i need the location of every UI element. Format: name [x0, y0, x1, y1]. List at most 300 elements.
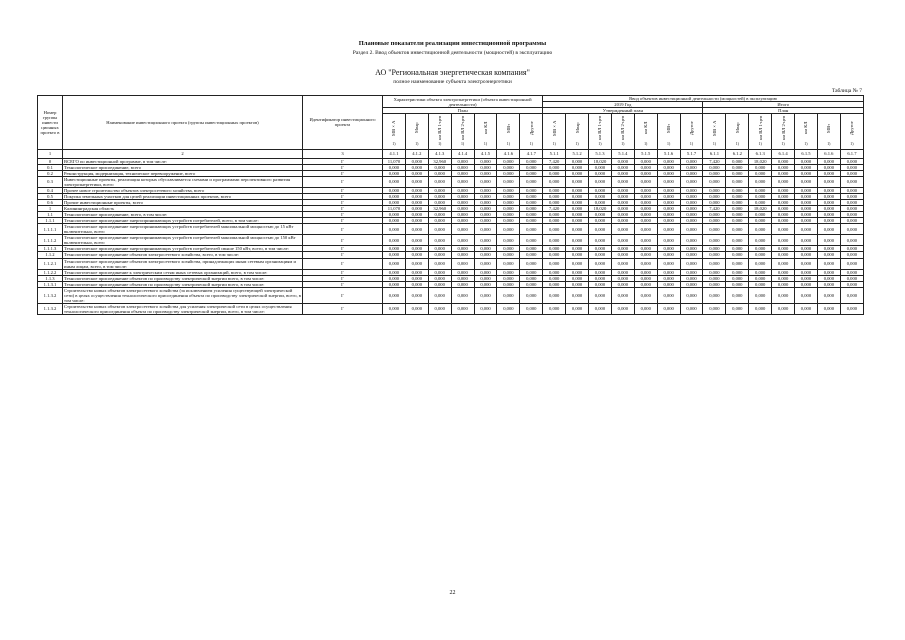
- investment-table: [37, 95, 864, 315]
- row-value: 0,000: [749, 281, 772, 287]
- row-value: 0,000: [383, 275, 406, 281]
- row-value: 0,000: [680, 158, 703, 164]
- row-value: 0,000: [405, 164, 428, 170]
- row-value: 0,000: [383, 281, 406, 287]
- column-number: 4.1.6: [497, 149, 520, 158]
- row-value: 0,000: [817, 200, 840, 206]
- row-value: 0,000: [611, 200, 634, 206]
- row-id: Г: [303, 187, 383, 193]
- row-value: 0,000: [520, 170, 543, 176]
- row-value: 0,000: [840, 200, 863, 206]
- row-value: 0,000: [657, 218, 680, 224]
- header-plan: План: [383, 108, 543, 114]
- row-value: 0,000: [817, 212, 840, 218]
- row-value: 0,000: [543, 194, 566, 200]
- row-value: 0,000: [749, 235, 772, 246]
- row-value: 0,000: [749, 187, 772, 193]
- row-value: 0,000: [703, 275, 726, 281]
- row-value: 0,000: [497, 275, 520, 281]
- row-value: 0,000: [634, 206, 657, 212]
- row-number: 0.6: [38, 200, 63, 206]
- row-value: 0,000: [817, 194, 840, 200]
- row-value: 0,000: [383, 252, 406, 258]
- row-value: 0,000: [795, 269, 818, 275]
- row-value: 0,000: [428, 258, 451, 269]
- row-value: 7,420: [543, 206, 566, 212]
- column-number: 6.1.6: [817, 149, 840, 158]
- row-value: 0,000: [566, 281, 589, 287]
- unit-label: МВт: [505, 123, 511, 133]
- row-value: 0,000: [749, 200, 772, 206]
- row-value: 0,000: [634, 281, 657, 287]
- row-value: 0,000: [749, 218, 772, 224]
- row-value: 0,000: [772, 258, 795, 269]
- row-value: 0,000: [795, 275, 818, 281]
- row-value: 0,000: [680, 281, 703, 287]
- row-number: 1.1.3: [38, 275, 63, 281]
- row-value: 0,000: [405, 206, 428, 212]
- row-value: 0,000: [543, 164, 566, 170]
- row-value: 0,000: [657, 303, 680, 314]
- row-value: 0,000: [566, 200, 589, 206]
- row-value: 0,000: [703, 252, 726, 258]
- row-value: 0,000: [383, 224, 406, 235]
- row-value: 0,000: [657, 246, 680, 252]
- row-value: 0,000: [657, 287, 680, 303]
- row-value: 0,000: [840, 194, 863, 200]
- row-value: 0,000: [749, 194, 772, 200]
- row-value: 0,000: [657, 252, 680, 258]
- column-number: 4.1.3: [428, 149, 451, 158]
- unit-header: [817, 114, 840, 150]
- row-value: 0,000: [726, 158, 749, 164]
- row-value: 0,000: [566, 269, 589, 275]
- table-row: [38, 258, 864, 269]
- row-value: 0,000: [474, 218, 497, 224]
- row-name: Технологическое присоединение объектов по производству электрической энергии всего, в том числе:: [63, 275, 303, 281]
- row-value: 0,000: [383, 176, 406, 187]
- row-value: 0,000: [383, 170, 406, 176]
- row-value: 0,000: [474, 206, 497, 212]
- row-number: 1.1.2.1: [38, 258, 63, 269]
- unit-label: км ВЛ 1-цеп: [597, 116, 603, 141]
- row-value: 0,000: [840, 303, 863, 314]
- row-value: 0,000: [520, 258, 543, 269]
- row-value: 0,000: [566, 235, 589, 246]
- row-value: 32,960: [428, 158, 451, 164]
- row-value: 0,000: [611, 164, 634, 170]
- unit-header: [497, 114, 520, 150]
- table-row: [38, 235, 864, 246]
- row-value: 0,000: [772, 303, 795, 314]
- row-value: 0,000: [772, 275, 795, 281]
- row-value: 0,000: [566, 176, 589, 187]
- row-value: 0,000: [749, 170, 772, 176]
- row-number: 1.1.2: [38, 252, 63, 258]
- row-value: 0,000: [451, 170, 474, 176]
- row-value: 0,000: [657, 275, 680, 281]
- row-value: 0,000: [428, 218, 451, 224]
- row-value: 0,000: [497, 170, 520, 176]
- row-value: 0,000: [795, 164, 818, 170]
- row-value: 0,000: [680, 269, 703, 275]
- row-value: 0,000: [474, 158, 497, 164]
- row-value: 0,000: [543, 176, 566, 187]
- row-number: 1.1.1.1: [38, 224, 63, 235]
- unit-header: [611, 114, 634, 150]
- row-value: 0,000: [657, 176, 680, 187]
- row-value: 0,000: [680, 224, 703, 235]
- row-value: 0,000: [726, 218, 749, 224]
- row-value: 0,000: [428, 176, 451, 187]
- row-value: 0,000: [451, 218, 474, 224]
- row-value: 0,000: [383, 287, 406, 303]
- row-value: 0,000: [817, 275, 840, 281]
- row-id: Г: [303, 269, 383, 275]
- row-value: 0,000: [657, 194, 680, 200]
- row-value: 0,000: [451, 252, 474, 258]
- row-value: 18,020: [589, 158, 612, 164]
- row-value: 0,000: [428, 235, 451, 246]
- row-value: 0,000: [680, 212, 703, 218]
- row-value: 7,420: [543, 158, 566, 164]
- row-value: 0,000: [474, 269, 497, 275]
- row-value: 0,000: [566, 194, 589, 200]
- column-number: 5.1.3: [589, 149, 612, 158]
- document-subtitle: Раздел 2. Ввод объектов инвестиционной деятельности (мощностей) в эксплуатацию: [352, 50, 553, 56]
- unit-note: 1): [735, 142, 739, 147]
- row-id: Г: [303, 176, 383, 187]
- row-value: 0,000: [840, 164, 863, 170]
- row-value: 0,000: [451, 158, 474, 164]
- row-value: 0,000: [795, 224, 818, 235]
- row-value: 0,000: [703, 269, 726, 275]
- row-value: 0,000: [634, 194, 657, 200]
- unit-note: 1): [552, 142, 556, 147]
- row-value: 0,000: [817, 206, 840, 212]
- header-project-id: Идентификатор инвестиционного проекта: [303, 96, 383, 150]
- row-value: 0,000: [543, 218, 566, 224]
- row-value: 0,000: [589, 287, 612, 303]
- row-value: 0,000: [474, 275, 497, 281]
- row-value: 0,000: [611, 246, 634, 252]
- row-value: 0,000: [772, 176, 795, 187]
- row-value: 0,000: [726, 200, 749, 206]
- row-value: 0,000: [680, 235, 703, 246]
- row-value: 0,000: [817, 218, 840, 224]
- row-value: 0,000: [634, 287, 657, 303]
- row-value: 0,000: [772, 164, 795, 170]
- row-value: 0,000: [703, 194, 726, 200]
- row-value: 0,000: [726, 287, 749, 303]
- row-number: 1.1.1.2: [38, 235, 63, 246]
- row-value: 0,000: [703, 246, 726, 252]
- row-value: 0,000: [497, 235, 520, 246]
- row-value: 18,020: [749, 158, 772, 164]
- row-value: 0,000: [680, 176, 703, 187]
- row-value: 0,000: [497, 164, 520, 170]
- table-row: [38, 287, 864, 303]
- header-group-no: Номер группы инвести ционных проекто в: [38, 96, 63, 150]
- row-value: 0,000: [772, 235, 795, 246]
- row-value: 0,000: [611, 194, 634, 200]
- row-value: 0,000: [749, 224, 772, 235]
- row-value: 0,000: [772, 187, 795, 193]
- row-value: 0,000: [726, 252, 749, 258]
- unit-header: [566, 114, 589, 150]
- row-value: 0,000: [840, 206, 863, 212]
- unit-note: 1): [392, 142, 396, 147]
- row-value: 0,000: [589, 275, 612, 281]
- unit-note: 1): [850, 142, 854, 147]
- row-value: 0,000: [405, 235, 428, 246]
- column-number: 6.1.7: [840, 149, 863, 158]
- row-value: 0,000: [520, 164, 543, 170]
- row-id: Г: [303, 164, 383, 170]
- row-value: 0,000: [611, 275, 634, 281]
- row-value: 0,000: [749, 269, 772, 275]
- row-name: Технологическое присоединение энергопринимающих устройств потребителей свыше 150 кВт, всего, в том числе:: [63, 246, 303, 252]
- row-value: 0,000: [680, 246, 703, 252]
- row-value: 0,000: [726, 206, 749, 212]
- row-value: 0,000: [566, 218, 589, 224]
- row-name: Технологическое присоединение энергопринимающих устройств потребителей, всего, в том числе:: [63, 218, 303, 224]
- row-value: 0,000: [589, 218, 612, 224]
- row-value: 0,000: [405, 170, 428, 176]
- row-value: 0,000: [726, 275, 749, 281]
- row-value: 0,000: [817, 164, 840, 170]
- row-value: 0,000: [566, 164, 589, 170]
- column-number: 6.1.4: [772, 149, 795, 158]
- row-value: 0,000: [543, 187, 566, 193]
- row-value: 0,000: [611, 235, 634, 246]
- row-name: Технологическое присоединение энергопринимающих устройств потребителей максимальной мощностью до 150 кВт включительно, всего: [63, 235, 303, 246]
- row-value: 0,000: [611, 158, 634, 164]
- row-value: 0,000: [772, 158, 795, 164]
- row-value: 0,000: [589, 200, 612, 206]
- row-value: 0,000: [680, 170, 703, 176]
- row-value: 0,000: [497, 224, 520, 235]
- row-value: 0,000: [497, 206, 520, 212]
- row-id: Г: [303, 206, 383, 212]
- column-number: 5.1.2: [566, 149, 589, 158]
- row-value: 0,000: [451, 275, 474, 281]
- row-value: 0,000: [611, 224, 634, 235]
- row-value: 0,000: [566, 246, 589, 252]
- row-name: Технологическое присоединение, всего: [63, 164, 303, 170]
- unit-note: 1): [483, 142, 488, 147]
- column-number: 5.1.4: [611, 149, 634, 158]
- row-value: 0,000: [497, 218, 520, 224]
- row-value: 0,000: [772, 200, 795, 206]
- row-value: 0,000: [749, 275, 772, 281]
- unit-header: [520, 114, 543, 150]
- unit-header: [749, 114, 772, 150]
- row-value: 0,000: [589, 303, 612, 314]
- row-value: 0,000: [726, 235, 749, 246]
- row-value: 0,000: [566, 187, 589, 193]
- row-value: 0,000: [589, 281, 612, 287]
- column-number: 4.1.1: [383, 149, 406, 158]
- row-value: 0,000: [543, 246, 566, 252]
- unit-header: [634, 114, 657, 150]
- row-value: 0,000: [428, 269, 451, 275]
- row-value: 0,000: [840, 252, 863, 258]
- row-id: Г: [303, 212, 383, 218]
- unit-note: 1): [827, 142, 831, 147]
- unit-label: Другое: [528, 121, 534, 136]
- row-value: 0,000: [474, 281, 497, 287]
- row-value: 0,000: [657, 269, 680, 275]
- row-value: 0,000: [840, 287, 863, 303]
- row-value: 0,000: [520, 275, 543, 281]
- row-value: 0,000: [840, 212, 863, 218]
- row-value: 0,000: [474, 246, 497, 252]
- row-value: 0,000: [589, 187, 612, 193]
- row-value: 0,000: [474, 235, 497, 246]
- row-value: 0,000: [795, 170, 818, 176]
- row-number: 0.2: [38, 170, 63, 176]
- column-number: 6.1.5: [795, 149, 818, 158]
- row-value: 7,420: [703, 206, 726, 212]
- header-characteristics: Характеристики объекта электроэнергетики (объекта инвестиционной деятельности): [383, 96, 543, 108]
- row-value: 0,000: [611, 206, 634, 212]
- row-value: 0,000: [543, 170, 566, 176]
- row-value: 0,000: [543, 224, 566, 235]
- row-value: 0,000: [634, 258, 657, 269]
- row-number: 0.4: [38, 187, 63, 193]
- unit-label: км ВЛ 1-цеп: [437, 116, 443, 141]
- row-value: 0,000: [543, 275, 566, 281]
- row-value: 0,000: [795, 206, 818, 212]
- row-value: 0,000: [840, 235, 863, 246]
- row-value: 0,000: [451, 258, 474, 269]
- row-value: 0,000: [451, 212, 474, 218]
- row-value: 0,000: [611, 170, 634, 176]
- row-value: 0,000: [405, 200, 428, 206]
- unit-note: 1): [689, 142, 694, 147]
- row-value: 11,070: [383, 206, 406, 212]
- row-value: 0,000: [474, 252, 497, 258]
- unit-header: [680, 114, 703, 150]
- row-value: 0,000: [383, 303, 406, 314]
- row-value: 0,000: [680, 287, 703, 303]
- row-value: 0,000: [703, 287, 726, 303]
- row-value: 0,000: [566, 287, 589, 303]
- row-value: 0,000: [451, 269, 474, 275]
- row-name: Калининградская область: [63, 206, 303, 212]
- row-value: 0,000: [634, 303, 657, 314]
- row-value: 0,000: [657, 200, 680, 206]
- row-value: 0,000: [383, 187, 406, 193]
- row-value: 0,000: [497, 303, 520, 314]
- header-approved-plan: Утвержденный план: [543, 108, 703, 114]
- row-value: 0,000: [726, 176, 749, 187]
- row-id: Г: [303, 235, 383, 246]
- row-value: 0,000: [566, 170, 589, 176]
- row-value: 0,000: [520, 206, 543, 212]
- unit-header: [657, 114, 680, 150]
- row-value: 0,000: [428, 194, 451, 200]
- row-value: 0,000: [543, 212, 566, 218]
- row-value: 0,000: [817, 287, 840, 303]
- row-value: 0,000: [520, 176, 543, 187]
- row-value: 0,000: [703, 281, 726, 287]
- row-number: 0.5: [38, 194, 63, 200]
- column-number: 3: [303, 149, 383, 158]
- row-value: 0,000: [634, 176, 657, 187]
- row-value: 0,000: [726, 212, 749, 218]
- unit-label: Мвар: [574, 122, 580, 134]
- column-number: 2: [63, 149, 303, 158]
- row-value: 0,000: [474, 176, 497, 187]
- unit-label: км ВЛ 2-цеп: [780, 116, 786, 141]
- row-value: 0,000: [566, 303, 589, 314]
- row-value: 0,000: [497, 287, 520, 303]
- row-value: 0,000: [451, 164, 474, 170]
- row-value: 0,000: [566, 252, 589, 258]
- row-name: Технологическое присоединение объектов электросетевого хозяйства, принадлежащих иным сетевым организациям и иным лицам, всего, в том числе:: [63, 258, 303, 269]
- unit-note: 1): [758, 142, 762, 147]
- row-value: 0,000: [451, 194, 474, 200]
- row-value: 0,000: [428, 212, 451, 218]
- row-value: 0,000: [405, 303, 428, 314]
- row-value: 32,960: [428, 206, 451, 212]
- unit-label: км КЛ: [482, 121, 488, 135]
- unit-header: [840, 114, 863, 150]
- row-value: 0,000: [611, 258, 634, 269]
- row-value: 0,000: [680, 303, 703, 314]
- unit-header: [428, 114, 451, 150]
- row-value: 0,000: [795, 246, 818, 252]
- row-id: Г: [303, 224, 383, 235]
- row-value: 0,000: [520, 252, 543, 258]
- unit-header: [543, 114, 566, 150]
- row-name: Технологическое присоединение объектов по производству электрической энергии всего, в том числе:: [63, 281, 303, 287]
- row-value: 0,000: [817, 303, 840, 314]
- row-value: 0,000: [749, 258, 772, 269]
- row-number: 1.1.3.2: [38, 287, 63, 303]
- row-value: 0,000: [795, 194, 818, 200]
- row-value: 0,000: [520, 224, 543, 235]
- row-value: 0,000: [634, 246, 657, 252]
- unit-header: [795, 114, 818, 150]
- row-number: 1.1.2.2: [38, 269, 63, 275]
- row-value: 0,000: [772, 194, 795, 200]
- row-value: 0,000: [772, 218, 795, 224]
- row-value: 0,000: [405, 281, 428, 287]
- row-value: 0,000: [634, 170, 657, 176]
- row-value: 0,000: [657, 158, 680, 164]
- row-value: 0,000: [680, 258, 703, 269]
- row-name: Прочее новое строительство объектов электросетевого хозяйства, всего: [63, 187, 303, 193]
- column-number: 4.1.7: [520, 149, 543, 158]
- row-value: 0,000: [817, 246, 840, 252]
- header-plan-total: План: [703, 108, 864, 114]
- row-value: 0,000: [634, 224, 657, 235]
- column-number: 6.1.1: [703, 149, 726, 158]
- row-value: 0,000: [520, 281, 543, 287]
- row-value: 0,000: [520, 218, 543, 224]
- row-id: Г: [303, 287, 383, 303]
- row-value: 0,000: [749, 164, 772, 170]
- row-value: 0,000: [703, 303, 726, 314]
- row-value: 0,000: [589, 170, 612, 176]
- unit-note: 1): [415, 142, 419, 147]
- row-value: 0,000: [726, 187, 749, 193]
- row-value: 0,000: [840, 275, 863, 281]
- row-value: 0,000: [772, 206, 795, 212]
